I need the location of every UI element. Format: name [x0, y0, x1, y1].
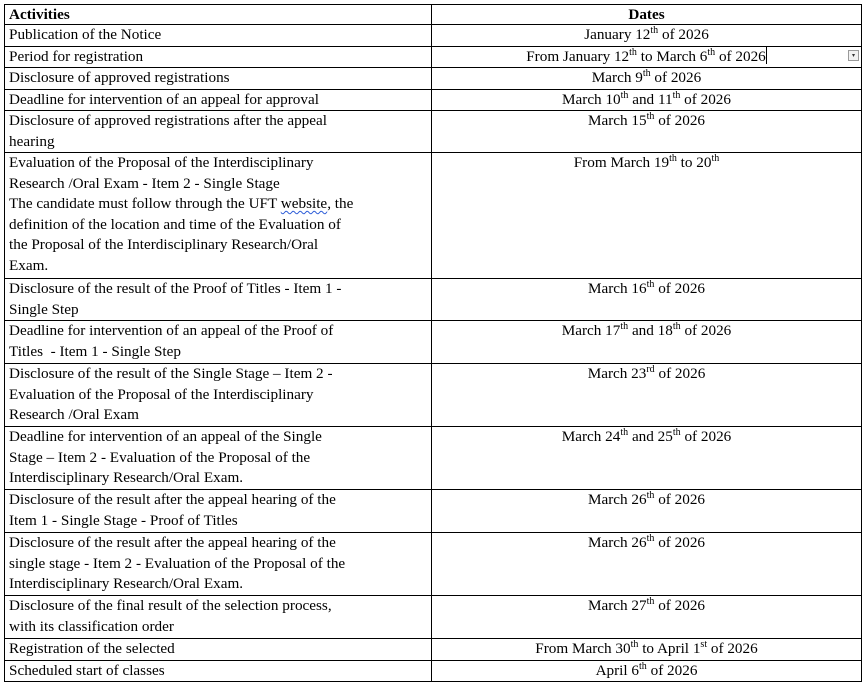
activity-cell[interactable]: [5, 321, 432, 364]
activity-text: Item 1 - Single Stage - Proof of Titles: [9, 511, 238, 529]
activity-cell[interactable]: [5, 490, 432, 533]
table-row: [5, 111, 862, 153]
date-text: March 26th of 2026: [587, 489, 706, 508]
activity-text: Disclosure of the final result of the selection process,: [9, 597, 332, 614]
date-cell[interactable]: [432, 153, 862, 279]
table-row: [5, 490, 862, 533]
activity-text: Interdisciplinary Research/Oral Exam.: [9, 575, 244, 592]
activity-cell[interactable]: [5, 533, 432, 596]
activity-text: Deadline for intervention of an appeal for approval: [9, 90, 319, 108]
table-row: [5, 321, 862, 364]
date-text: From January 12th to March 6th of 2026: [526, 46, 766, 65]
date-text: From March 30th to April 1st of 2026: [535, 638, 758, 657]
dropdown-arrow-icon[interactable]: ▾: [848, 50, 859, 61]
activity-cell[interactable]: [5, 46, 432, 68]
activity-text: Disclosure of the result of the Proof of Titles - Item 1 -: [9, 280, 342, 297]
activity-text: Titles - Item 1 - Single Step: [9, 342, 181, 360]
activity-text: with its classification order: [9, 617, 174, 635]
date-text: March 16th of 2026: [587, 278, 706, 297]
activity-text: Period for registration: [9, 47, 144, 65]
date-cell[interactable]: [432, 25, 862, 47]
table-row: [5, 364, 862, 427]
activity-cell[interactable]: [5, 660, 432, 682]
schedule-table: [4, 4, 862, 682]
table-header-row: [5, 5, 862, 25]
activity-text: Disclosure of the result of the Single Stage – Item 2 -: [9, 365, 333, 382]
table-row: [5, 68, 862, 90]
date-cell[interactable]: [432, 68, 862, 90]
activity-cell[interactable]: [5, 639, 432, 661]
activity-text: single stage - Item 2 - Evaluation of the Proposal of the: [9, 554, 346, 572]
date-cell[interactable]: [432, 639, 862, 661]
activity-text: Disclosure of approved registrations: [9, 69, 230, 86]
activity-text: Disclosure of approved registrations after the appeal: [9, 112, 327, 129]
activity-cell[interactable]: [5, 427, 432, 490]
activity-cell[interactable]: [5, 364, 432, 427]
date-text: January 12th of 2026: [584, 24, 709, 43]
date-text: March 23rd of 2026: [587, 363, 706, 382]
date-cell[interactable]: [432, 279, 862, 321]
table-row: [5, 660, 862, 682]
table-row: [5, 596, 862, 639]
activity-cell[interactable]: [5, 153, 432, 279]
date-text: March 10th and 11th of 2026: [562, 89, 731, 108]
activity-text: the Proposal of the Interdisciplinary Research/Oral: [9, 236, 319, 253]
activity-text: Interdisciplinary Research/Oral Exam.: [9, 469, 244, 486]
activity-text: definition of the location and time of the Evaluation of: [9, 215, 341, 233]
activity-text: Deadline for intervention of an appeal of the Single: [9, 428, 322, 445]
date-cell[interactable]: [432, 660, 862, 682]
activity-cell[interactable]: [5, 89, 432, 111]
text-cursor: [766, 47, 767, 64]
activity-text: Registration of the selected: [9, 640, 175, 657]
activity-text: Scheduled start of classes: [9, 661, 165, 679]
table-row: [5, 639, 862, 661]
table-row: [5, 89, 862, 111]
activity-cell[interactable]: [5, 111, 432, 153]
date-text: March 9th of 2026: [591, 67, 702, 86]
date-cell[interactable]: [432, 364, 862, 427]
activity-text: Disclosure of the result after the appeal hearing of the: [9, 534, 336, 551]
date-text: March 27th of 2026: [587, 595, 706, 614]
table-row: [5, 427, 862, 490]
date-text: March 26th of 2026: [587, 532, 706, 551]
activity-text: Evaluation of the Proposal of the Interdisciplinary: [9, 154, 314, 171]
date-cell[interactable]: [432, 321, 862, 364]
date-cell[interactable]: [432, 596, 862, 639]
date-cell[interactable]: [432, 533, 862, 596]
date-cell[interactable]: [432, 89, 862, 111]
table-row: [5, 533, 862, 596]
activity-text: Research /Oral Exam - Item 2 - Single Stage: [9, 174, 280, 192]
activity-text: Exam.: [9, 256, 49, 274]
date-cell[interactable]: [432, 427, 862, 490]
table-row: [5, 25, 862, 47]
table-row: [5, 279, 862, 321]
activity-cell[interactable]: [5, 279, 432, 321]
activity-cell[interactable]: [5, 68, 432, 90]
date-text: March 24th and 25th of 2026: [561, 426, 732, 445]
date-text: From March 19th to 20th: [573, 152, 720, 171]
activity-text: Disclosure of the result after the appeal hearing of the: [9, 491, 336, 508]
date-text: March 15th of 2026: [587, 110, 706, 129]
activity-text: Deadline for intervention of an appeal of the Proof of: [9, 322, 334, 339]
activity-cell[interactable]: [5, 25, 432, 47]
spellcheck-word[interactable]: website: [280, 195, 328, 212]
activities-header: Activities: [5, 5, 432, 25]
date-text: March 17th and 18th of 2026: [561, 320, 732, 339]
date-cell[interactable]: [432, 111, 862, 153]
activity-text: Evaluation of the Proposal of the Interdisciplinary: [9, 385, 314, 403]
activity-text: hearing: [9, 132, 55, 150]
activity-text: Stage – Item 2 - Evaluation of the Proposal of the: [9, 448, 311, 466]
date-cell[interactable]: [432, 46, 862, 68]
activity-text: Single Step: [9, 300, 79, 318]
date-text: April 6th of 2026: [595, 660, 698, 679]
activity-text: Publication of the Notice: [9, 26, 162, 43]
date-cell[interactable]: [432, 490, 862, 533]
activity-text: Research /Oral Exam: [9, 406, 139, 423]
table-row: [5, 153, 862, 279]
table-row: [5, 46, 862, 68]
activity-cell[interactable]: [5, 596, 432, 639]
activity-text: The candidate must follow through the UFT website, the: [9, 195, 354, 212]
dates-header: Dates: [432, 5, 862, 25]
